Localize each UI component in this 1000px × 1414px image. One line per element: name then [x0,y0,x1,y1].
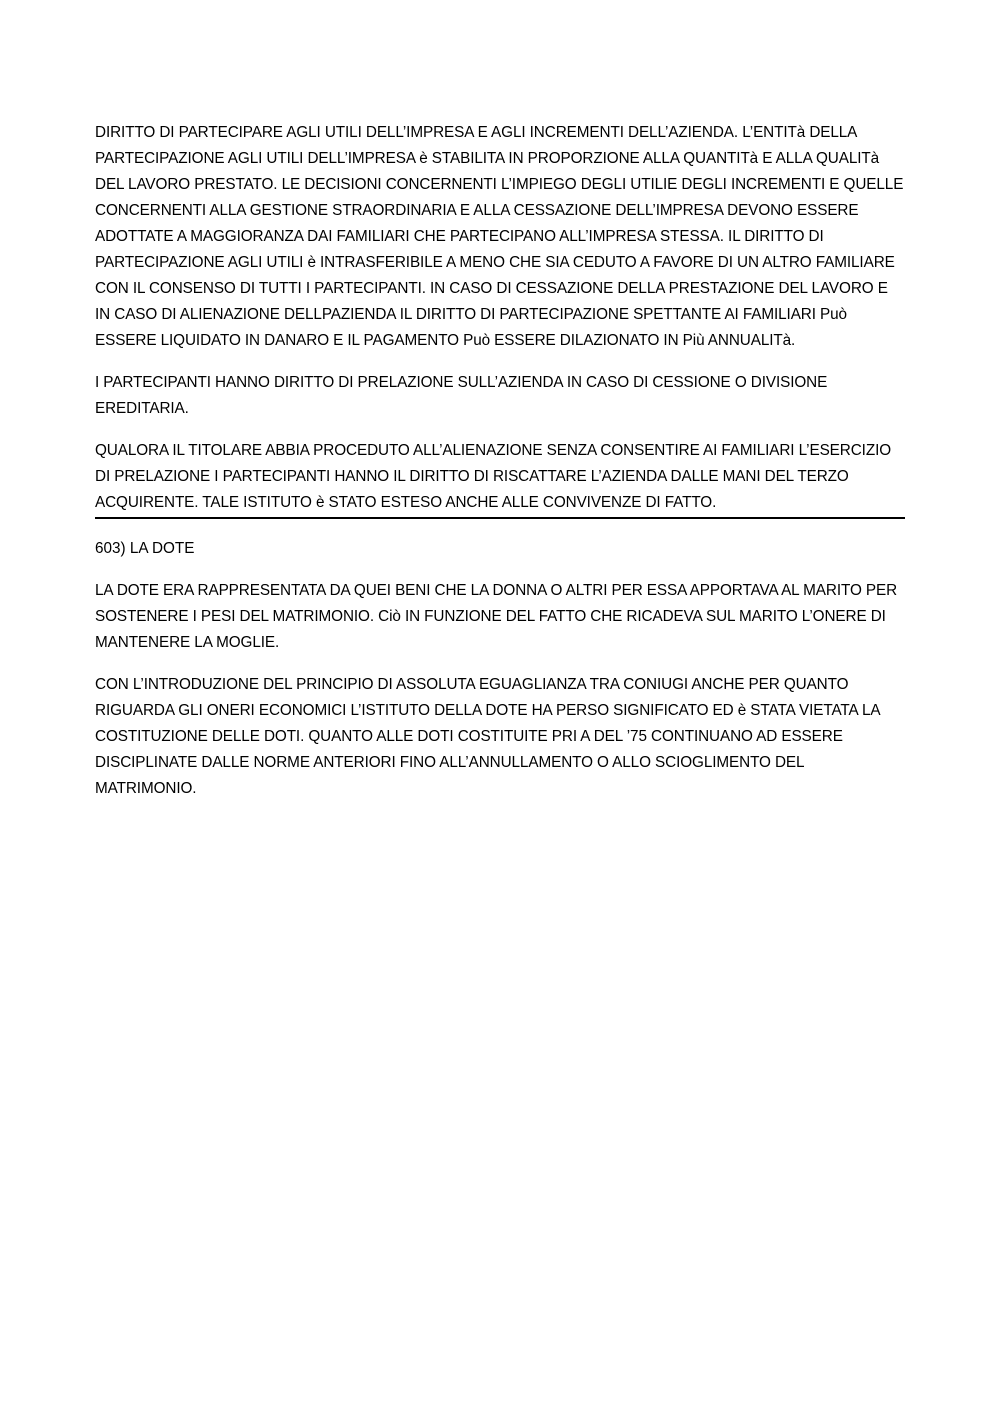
paragraph-family-business-profits: DIRITTO DI PARTECIPARE AGLI UTILI DELL’IMPRESA E AGLI INCREMENTI DELL’AZIENDA. L’ENTITà DELLA PARTECIPAZIONE AGLI UTILI DELL’IMPRESA è STABILITA IN PROPORZIONE ALLA QUANTITà E ALLA QUALITà DEL LAVORO PRESTATO. LE DECISIONI CONCERNENTI L’IMPIEGO DEGLI UTILIE DEGLI INCREMENTI E QUELLE CONCERNENTI ALLA GESTIONE STRAORDINARIA E ALLA CESSAZIONE DELL’IMPRESA DEVONO ESSERE ADOTTATE A MAGGIORANZA DAI FAMILIARI CHE PARTECIPANO ALL’IMPRESA STESSA. IL DIRITTO DI PARTECIPAZIONE AGLI UTILI è INTRASFERIBILE A MENO CHE SIA CEDUTO A FAVORE DI UN ALTRO FAMILIARE CON IL CONSENSO DI TUTTI I PARTECIPANTI. IN CASO DI CESSAZIONE DELLA PRESTAZIONE DEL LAVORO E IN CASO DI ALIENAZIONE DELLPAZIENDA IL DIRITTO DI PARTECIPAZIONE SPETTANTE AI FAMILIARI Può ESSERE LIQUIDATO IN DANARO E IL PAGAMENTO Può ESSERE DILAZIONATO IN Più ANNUALITà. [95,124,904,349]
paragraph-dote-definition: LA DOTE ERA RAPPRESENTATA DA QUEI BENI CHE LA DONNA O ALTRI PER ESSA APPORTAVA AL MARITO PER SOSTENERE I PESI DEL MATRIMONIO. Ciò IN FUNZIONE DEL FATTO CHE RICADEVA SUL MARITO L’ONERE DI MANTENERE LA MOGLIE. [95,582,898,651]
section-heading-dote: 603) LA DOTE [95,540,195,557]
paragraph-dote-abolition: CON L’INTRODUZIONE DEL PRINCIPIO DI ASSOLUTA EGUAGLIANZA TRA CONIUGI ANCHE PER QUANTO RIGUARDA GLI ONERI ECONOMICI L’ISTITUTO DELLA DOTE HA PERSO SIGNIFICATO ED è STATA VIETATA LA COSTITUZIONE DELLE DOTI. QUANTO ALLE DOTI COSTITUITE PRI A DEL ’75 CONTINUANO AD ESSERE DISCIPLINATE DALLE NORME ANTERIORI FINO ALL’ANNULLAMENTO O ALLO SCIOGLIMENTO DEL MATRIMONIO. [95,676,880,797]
section-divider [95,517,905,519]
document-page [95,120,905,802]
paragraph-preemption-right: I PARTECIPANTI HANNO DIRITTO DI PRELAZIONE SULL’AZIENDA IN CASO DI CESSIONE O DIVISIONE EREDITARIA. [95,374,828,417]
paragraph-redemption-right: QUALORA IL TITOLARE ABBIA PROCEDUTO ALL’ALIENAZIONE SENZA CONSENTIRE AI FAMILIARI L’ESERCIZIO DI PRELAZIONE I PARTECIPANTI HANNO IL DIRITTO DI RISCATTARE L’AZIENDA DALLE MANI DEL TERZO ACQUIRENTE. TALE ISTITUTO è STATO ESTESO ANCHE ALLE CONVIVENZE DI FATTO. [95,442,892,511]
